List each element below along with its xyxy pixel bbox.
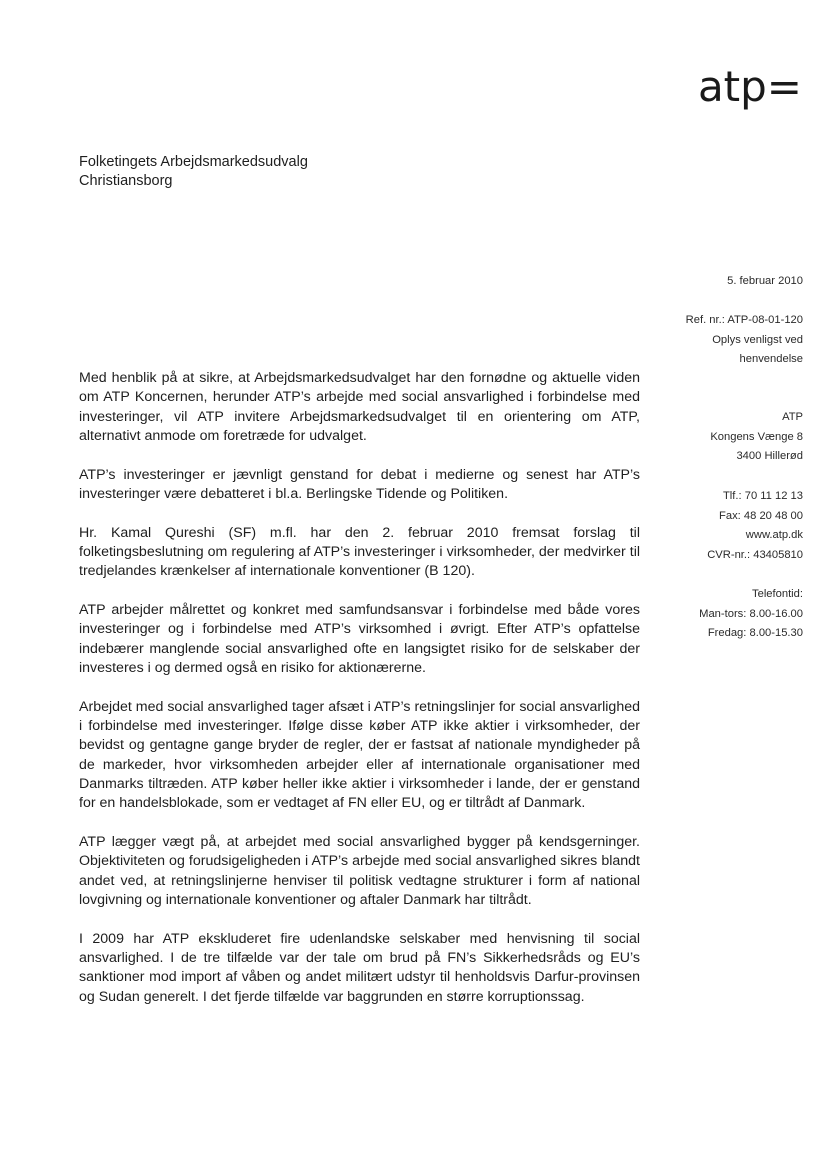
paragraph-7: I 2009 har ATP ekskluderet fire udenlandske selskaber med henvisning til social ansvarlighed. I de tre tilfælde var der tale om brud på FN’s Sikkerhedsråds og EU’s sanktioner mod import af våben og andet militært udstyr til henholdsvis Darfur-provinsen og Sudan generelt. I det fjerde tilfælde var baggrunden en større korruptionssag. [79, 930, 640, 1005]
recipient-address [79, 153, 308, 191]
atp-logo: atp= [697, 62, 802, 111]
paragraph-3: Hr. Kamal Qureshi (SF) m.fl. har den 2. februar 2010 fremsat forslag til folketingsbeslutning om regulering af ATP’s investeringer i virksomheder, der medvirker til tredjelandes krænkelser af internationale konventioner (B 120). [79, 524, 640, 580]
paragraph-5: Arbejdet med social ansvarlighed tager afsæt i ATP’s retningslinjer for social ansvarlighed i forbindelse med investeringer. Ifølge disse køber ATP ikke aktier i virksomheder, der bevidst og gentagne gange bryder de regler, der er fastsat af nationale myndigheder på de markeder, hvor virksomheden arbejder eller af internationale organisationer med Danmarks tiltræden. ATP køber heller ikke aktier i virksomheder i lande, der er genstand for en handelsblokade, som er vedtaget af FN eller EU, og er tiltrådt af Danmark. [79, 698, 640, 812]
sender-street: Kongens Vænge 8 [710, 430, 803, 443]
contact-web: www.atp.dk [745, 529, 803, 541]
letter-date-block [727, 272, 803, 292]
recipient-line-2: Christiansborg [79, 173, 173, 189]
contact-block [707, 487, 803, 565]
reference-note-2: henvendelse [739, 353, 803, 365]
paragraph-2: ATP’s investeringer er jævnligt genstand for debat i medierne og senest har ATP’s investeringer være debatteret i bl.a. Berlingske Tidende og Politiken. [79, 466, 640, 502]
recipient-line-1: Folketingets Arbejdsmarkedsudvalg [79, 154, 308, 170]
contact-phone: Tlf.: 70 11 12 13 [722, 490, 803, 502]
reference-note-1: Oplys venligst ved [712, 333, 803, 346]
sender-address [710, 408, 803, 467]
letter-date: 5. februar 2010 [727, 275, 803, 287]
letter-body [79, 369, 640, 1027]
phone-hours-block [699, 585, 803, 644]
reference-number: Ref. nr.: ATP-08-01-120 [685, 314, 803, 326]
paragraph-1: Med henblik på at sikre, at Arbejdsmarkedsudvalget har den fornødne og aktuelle viden om ATP Koncernen, herunder ATP’s arbejde med social ansvarlighed i forbindelse med investeringer, vil ATP invitere Arbejdsmarkedsudvalget til en orientering om ATP, alternativt anmode om foretræde for udvalget. [79, 370, 640, 444]
sender-city: 3400 Hillerød [736, 450, 803, 462]
contact-cvr: CVR-nr.: 43405810 [707, 548, 803, 561]
contact-fax: Fax: 48 20 48 00 [719, 509, 803, 522]
paragraph-4: ATP arbejder målrettet og konkret med samfundsansvar i forbindelse med både vores investeringer og i forbindelse med ATP’s virksomhed i øvrigt. Efter ATP’s opfattelse indebærer manglende social ansvarlighed ofte en langsigtet risiko for de selskaber der investeres i og dermed også en risiko for aktionærerne. [79, 602, 640, 677]
phone-hours-fri: Fredag: 8.00-15.30 [707, 627, 803, 639]
phone-hours-mon-thu: Man-tors: 8.00-16.00 [699, 607, 803, 620]
phone-hours-title: Telefontid: [752, 588, 803, 600]
sender-org: ATP [782, 411, 803, 423]
paragraph-6: ATP lægger vægt på, at arbejdet med social ansvarlighed bygger på kendsgerninger. Objektiviteten og forudsigeligheden i ATP’s arbejde med social ansvarlighed sikres blandt andet ved, at retningslinjerne henviser til politisk vedtagne strukturer i form af national lovgivning og internationale konventioner og aftaler Danmark har tiltrådt. [79, 834, 640, 909]
reference-block [686, 311, 803, 370]
